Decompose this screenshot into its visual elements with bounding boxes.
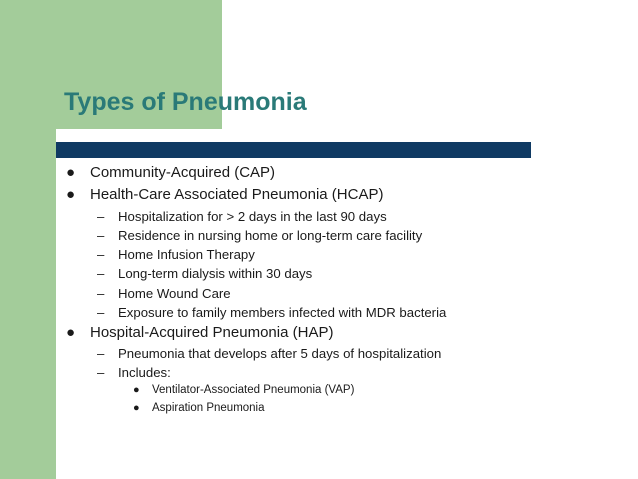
bullet-marker: ● xyxy=(66,164,76,181)
bullet-text: Health-Care Associated Pneumonia (HCAP) xyxy=(90,186,384,203)
bullet-marker: ● xyxy=(66,186,76,203)
sub-bullet-text: Exposure to family members infected with MDR bacteria xyxy=(118,305,447,320)
dash-marker: – xyxy=(97,228,105,243)
sub-bullet-text: Residence in nursing home or long-term care facility xyxy=(118,228,423,243)
bullet-text: Hospital-Acquired Pneumonia (HAP) xyxy=(90,324,334,341)
dash-marker: – xyxy=(97,346,105,361)
sub-bullet-text: Hospitalization for > 2 days in the last 90 days xyxy=(118,209,387,224)
sub-sub-bullet-text: Ventilator-Associated Pneumonia (VAP) xyxy=(152,384,355,396)
sub-bullet-text: Pneumonia that develops after 5 days of hospitalization xyxy=(118,346,442,361)
dash-marker: – xyxy=(97,209,105,224)
bullet-text: Community-Acquired (CAP) xyxy=(90,164,276,181)
dash-marker: – xyxy=(97,365,105,380)
dash-marker: – xyxy=(97,305,105,320)
sub-sub-bullet-text: Aspiration Pneumonia xyxy=(152,402,265,414)
bullet-marker: ● xyxy=(133,384,140,396)
dash-marker: – xyxy=(97,247,105,262)
title-underline-bar xyxy=(56,142,531,158)
bullet-marker: ● xyxy=(66,324,76,341)
sub-bullet-text: Includes: xyxy=(118,365,171,380)
bullet-marker: ● xyxy=(133,402,140,414)
sub-bullet-text: Long-term dialysis within 30 days xyxy=(118,266,313,281)
sub-bullet-text: Home Wound Care xyxy=(118,286,231,301)
sub-bullet-text: Home Infusion Therapy xyxy=(118,247,255,262)
dash-marker: – xyxy=(97,286,105,301)
dash-marker: – xyxy=(97,266,105,281)
slide-title: Types of Pneumonia xyxy=(64,88,307,116)
decorative-green-strip xyxy=(0,129,56,479)
